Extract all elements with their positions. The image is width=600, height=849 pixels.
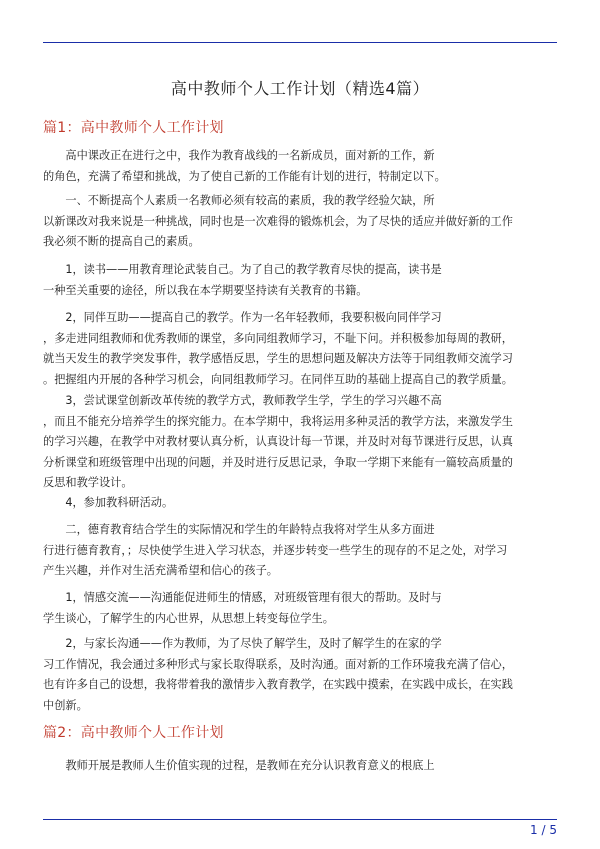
text-line: 一种至关重要的途径，所以我在本学期要坚持读有关教育的书籍。 [43,283,368,297]
text-line: 反思和教学设计。 [43,476,133,489]
text-line: 一、不断提高个人素质一名教师必须有较高的素质，我的教学经验欠缺，所 [43,194,435,207]
text-line: ，而且不能充分培养学生的探究能力。在本学期中，我将运用多种灵活的教学方法，来激发学生 [43,414,513,428]
text-line: 二，德育教育结合学生的实际情况和学生的年龄特点我将对学生从多方面进 [43,523,435,536]
paragraph [43,191,563,253]
bottom-rule [43,819,557,820]
text-line: 习工作情况，我会通过多种形式与家长取得联系，及时沟通。面对新的工作环境我充满了信心， [43,657,513,671]
section-heading-1: 篇1：高中教师个人工作计划 [43,120,224,136]
text-line: 以新课改对我来说是一种挑战，同时也是一次难得的锻炼机会，为了尽快的适应并做好新的工作 [43,214,513,228]
text-line: ，多走进同组教师和优秀教师的课堂，多向同组教师学习，不耻下问。并积极参加每周的教研， [43,331,513,345]
paragraph [43,260,563,301]
text-line: 中创新。 [43,698,88,712]
paragraph [43,146,563,187]
text-line: 也有许多自己的设想，我将带着我的激情步入教育教学，在实践中摸索，在实践中成长，在实践 [43,678,513,691]
paragraph [43,634,563,716]
text-line: 3，尝试课堂创新改革传统的教学方式，教师教学生学，学生的学习兴趣不高 [43,394,442,407]
paragraph [43,588,563,629]
text-line: 高中课改正在进行之中，我作为教育战线的一名新成员，面对新的工作，新 [43,149,435,162]
text-line: 行进行德育教育，；尽快使学生进入学习状态，并逐步转变一些学生的现存的不足之处，对学习 [43,543,508,557]
text-line: 我必须不断的提高自己的素质。 [43,235,200,248]
top-rule [43,42,557,43]
text-line: 的学习兴趣，在教学中对教材要认真分析，认真设计每一节课，并及时对每节课进行反思，认真 [43,435,513,448]
document-title: 高中教师个人工作计划（精选4篇） [170,79,430,98]
paragraph [43,308,563,390]
paragraph [43,391,563,494]
text-line: 的角色，充满了希望和挑战，为了使自己新的工作能有计划的进行，特制定以下。 [43,169,446,183]
text-line: 4，参加教科研活动。 [43,496,174,509]
paragraph [43,493,563,514]
page-number: 1 / 5 [530,823,557,837]
section-heading-2: 篇2：高中教师个人工作计划 [43,725,224,741]
paragraph [43,520,563,582]
text-line: 就当天发生的教学突发事件，教学感悟反思，学生的思想问题及解决方法等于同组教师交流学习 [43,352,513,365]
paragraph [43,756,563,777]
text-line: 1，读书——用教育理论武装自己。为了自己的教学教育尽快的提高，读书是 [43,263,442,276]
text-line: 产生兴趣，并作对生活充满希望和信心的孩子。 [43,564,278,577]
text-line: 分析课堂和班级管理中出现的问题，并及时进行反思记录，争取一学期下来能有一篇较高质量的 [43,455,513,469]
text-line: 学生谈心，了解学生的内心世界，从思想上转变每位学生。 [43,611,334,625]
text-line: 2，同伴互助——提高自己的教学。作为一名年轻教师，我要积极向同伴学习 [43,311,442,324]
text-line: 2，与家长沟通——作为教师，为了尽快了解学生，及时了解学生的在家的学 [43,637,442,650]
text-line: 1，情感交流——沟通能促进师生的情感，对班级管理有很大的帮助。及时与 [43,591,442,604]
text-line: 。把握组内开展的各种学习机会，向同组教师学习。在同伴互助的基础上提高自己的教学质量。 [43,372,513,386]
text-line: 教师开展是教师人生价值实现的过程，是教师在充分认识教育意义的根底上 [43,759,435,772]
